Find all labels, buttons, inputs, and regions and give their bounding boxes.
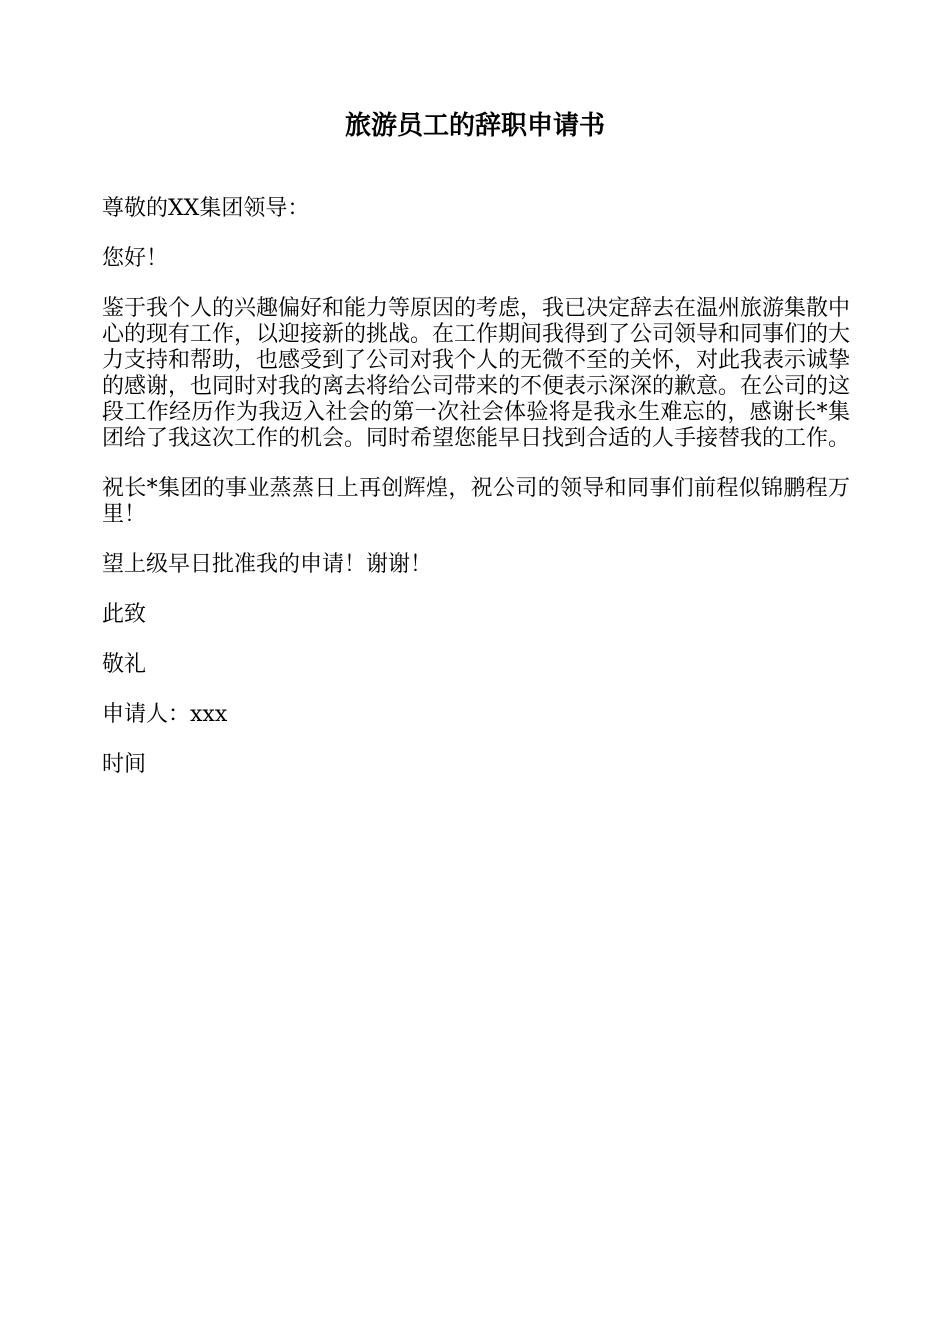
paragraph-request: 望上级早日批准我的申请！谢谢！ [102,552,433,577]
letter-body [102,196,850,802]
document-title: 旅游员工的辞职申请书 [344,111,605,141]
greeting: 您好！ [102,246,169,271]
closing-cizhi: 此致 [102,602,147,627]
paragraph-reason: 鉴于我个人的兴趣偏好和能力等原因的考虑，我已决定辞去在温州旅游集散中心的现有工作，以迎接新的挑战。在工作期间我得到了公司领导和同事们的大力支持和帮助，也感受到了公司对我个人的无微不至的关怀，对此我表示诚挚的感谢，也同时对我的离去将给公司带来的不便表示深深的歉意。在公司的这段工作经历作为我迈入社会的第一次社会体验将是我永生难忘的，感谢长*集团给了我这次工作的机会。同时希望您能早日找到合适的人手接替我的工作。 [102,296,851,451]
paragraph-wishes: 祝长*集团的事业蒸蒸日上再创辉煌，祝公司的领导和同事们前程似锦鹏程万里！ [102,476,850,527]
salutation: 尊敬的XX集团领导： [102,196,310,221]
closing-jingli: 敬礼 [102,652,147,677]
applicant-line: 申请人：xxx [102,702,228,727]
date-line: 时间 [102,752,147,777]
